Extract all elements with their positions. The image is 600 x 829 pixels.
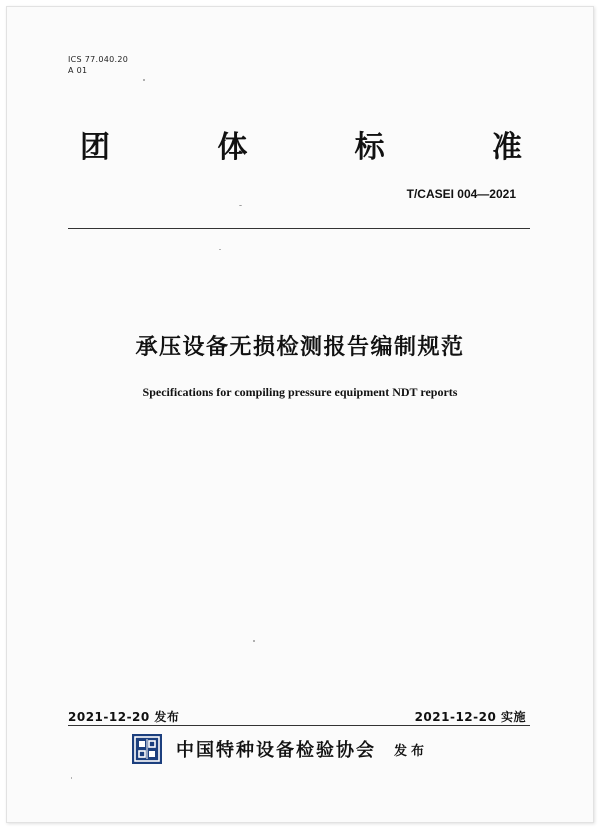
association-logo-icon	[132, 734, 162, 764]
issuer-name: 中国特种设备检验协会	[176, 740, 376, 761]
title-english: Specifications for compiling pressure equipment NDT reports	[142, 385, 458, 399]
classification-codes	[68, 54, 128, 76]
ccs-code: A 01	[68, 66, 88, 75]
ics-code: ICS 77.040.20	[68, 55, 129, 64]
category-char-3: 标	[354, 130, 385, 165]
category-char-4: 准	[491, 130, 522, 165]
standard-number: T/CASEI 004—2021	[406, 187, 516, 201]
footer-divider	[68, 725, 530, 726]
header-divider	[68, 228, 530, 229]
issuer-block	[132, 734, 428, 764]
standard-category	[80, 128, 522, 168]
implementation-date: 2021-12-20 实施	[414, 710, 526, 724]
category-char-1: 团	[80, 130, 110, 165]
issuer-action: 发布	[394, 743, 429, 759]
title-chinese: 承压设备无损检测报告编制规范	[135, 335, 465, 360]
issue-date: 2021-12-20 发布	[68, 710, 180, 724]
category-char-2: 体	[217, 130, 248, 165]
